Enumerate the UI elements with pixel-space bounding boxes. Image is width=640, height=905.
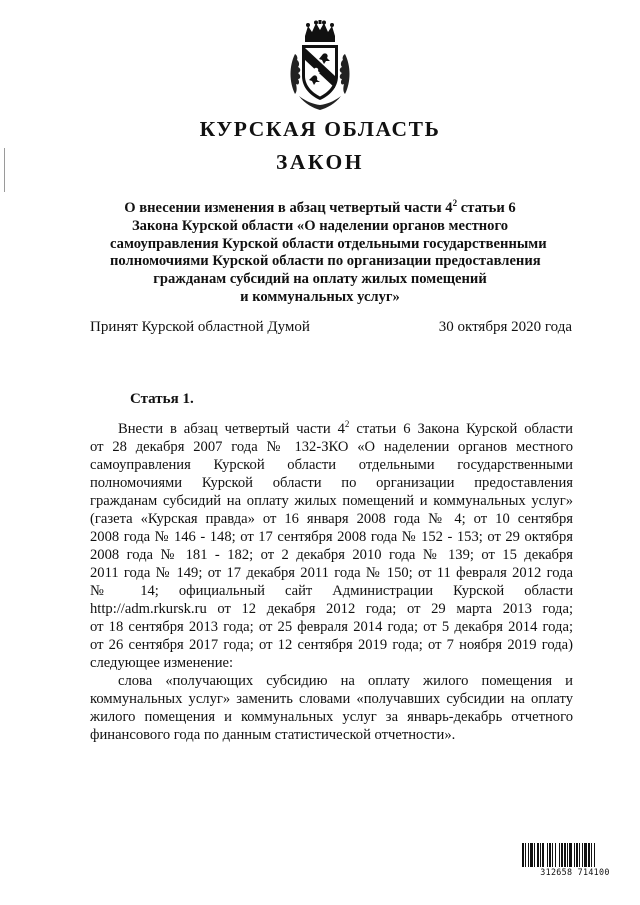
article-heading: Статья 1. bbox=[130, 391, 194, 407]
title-line: гражданам субсидий на оплату жилых помещений bbox=[153, 271, 487, 288]
law-title bbox=[110, 198, 547, 307]
coat-of-arms-icon bbox=[287, 20, 353, 112]
article-body bbox=[90, 420, 573, 744]
adoption-date: 30 октября 2020 года bbox=[438, 319, 572, 335]
body-line: следующее изменение: bbox=[90, 655, 234, 671]
region-name: КУРСКАЯ ОБЛАСТЬ bbox=[199, 117, 441, 141]
title-line: самоуправления Курской области отдельными государственными bbox=[110, 235, 547, 252]
body-line: от 28 декабря 2007 года № 132-ЗКО «О наделении органов местного bbox=[90, 439, 573, 455]
adoption-text: Принят Курской областной Думой bbox=[90, 319, 310, 335]
body-line: 2008 года № 146 - 148; от 17 сентября 2008 года № 152 - 153; от 29 октября bbox=[90, 529, 573, 545]
body-line: финансового года по данным статистической отчетности». bbox=[90, 727, 456, 743]
document-type: ЗАКОН bbox=[276, 150, 364, 174]
title-line: полномочиями Курской области по организации предоставления bbox=[110, 253, 541, 270]
body-line: полномочиями Курской области по организации предоставления bbox=[90, 475, 573, 491]
body-line: от 26 сентября 2017 года; от 12 сентября 2019 года; от 7 ноября 2019 года) bbox=[90, 637, 573, 653]
barcode-icon bbox=[522, 843, 628, 867]
title-line: и коммунальных услуг» bbox=[240, 288, 400, 305]
body-line: жилого помещения и коммунальных услуг за январь-декабрь отчетного bbox=[90, 709, 573, 725]
title-line: Закона Курской области «О наделении органов местного bbox=[131, 217, 509, 234]
body-line: 2008 года № 181 - 182; от 2 декабря 2010 года № 139; от 15 декабря bbox=[90, 547, 573, 563]
title-line: О внесении изменения в абзац четвертый части $4^2$ статьи 6 bbox=[124, 198, 516, 216]
body-line: (газета «Курская правда» от 16 января 2008 года № 4; от 10 сентября bbox=[90, 511, 573, 527]
body-line: слова «получающих субсидию на оплату жилого помещения и bbox=[118, 673, 573, 689]
body-line: 2011 года № 149; от 17 декабря 2011 года № 150; от 11 февраля 2012 года bbox=[90, 565, 573, 581]
body-line: коммунальных услуг» заменить словами «получавших субсидии на оплату bbox=[90, 691, 573, 707]
body-line: гражданам субсидий на оплату жилых помещений и коммунальных услуг» bbox=[90, 493, 573, 509]
body-line: от 18 сентября 2013 года; от 25 февраля 2014 года; от 5 декабря 2014 года; bbox=[90, 619, 573, 635]
body-line: № 14; официальный сайт Администрации Курской области bbox=[90, 583, 573, 599]
barcode-number: 312658 714100 bbox=[540, 867, 610, 877]
body-line: http://adm.rkursk.ru от 12 декабря 2012 года; от 29 марта 2013 года; bbox=[90, 601, 573, 617]
body-line: Внести в абзац четвертый части $4^2$ статьи 6 Закона Курской области bbox=[118, 419, 573, 437]
body-line: самоуправления Курской области отдельными государственными bbox=[90, 457, 573, 473]
